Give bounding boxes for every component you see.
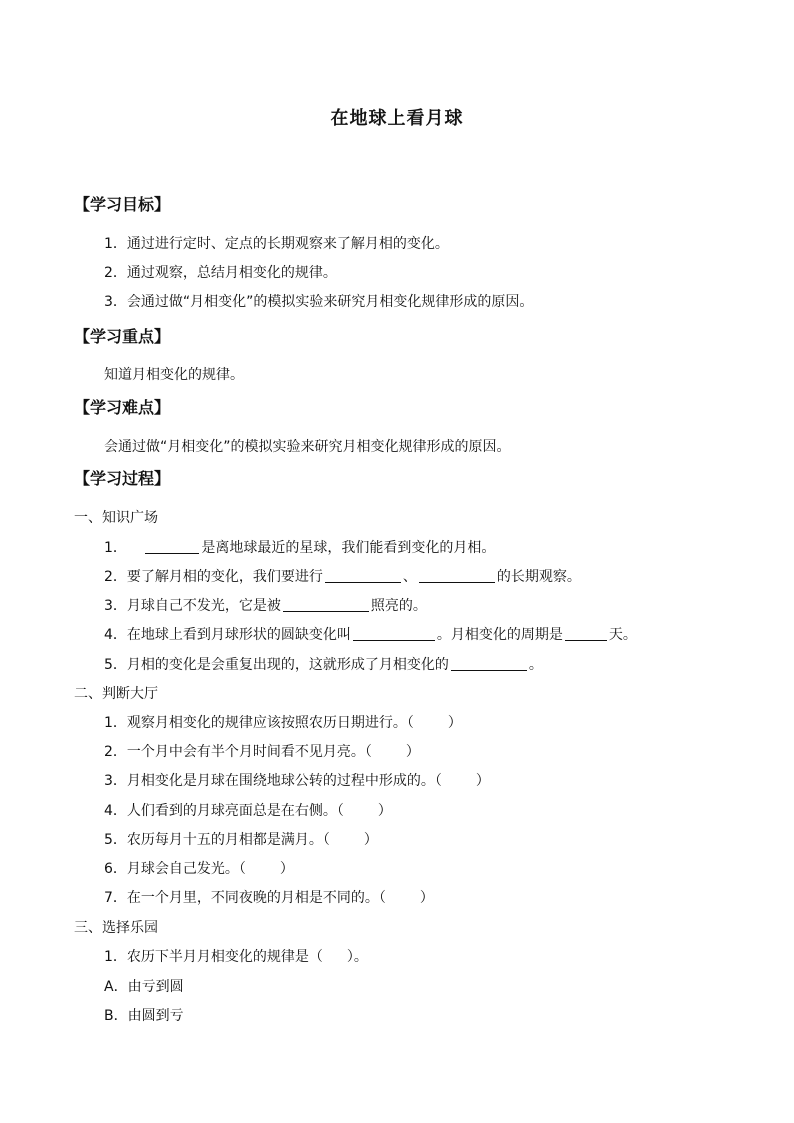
question-text: 2．一个月中会有半个月时间看不见月亮。	[104, 744, 365, 760]
part2-heading: 二、判断大厅	[74, 686, 158, 702]
answer-blank[interactable]	[451, 656, 527, 671]
question-text: 4．在地球上看到月球形状的圆缺变化叫	[104, 627, 351, 643]
judge-question-1: 1．观察月相变化的规律应该按照农历日期进行。（ ）	[104, 715, 462, 731]
question-text: 1．农历下半月月相变化的规律是	[104, 949, 309, 965]
fill-question-1	[104, 537, 495, 557]
part3-heading: 三、选择乐园	[74, 920, 158, 936]
goal-item: 3．会通过做“月相变化”的模拟实验来研究月相变化规律形成的原因。	[104, 294, 534, 310]
question-text: 照亮的。	[370, 598, 427, 614]
judge-question-4: 4．人们看到的月球亮面总是在右侧。（ ）	[104, 803, 392, 819]
answer-blank[interactable]	[353, 626, 435, 641]
choice-option-b[interactable]: B．由圆到亏	[104, 1008, 184, 1024]
part1-heading: 一、知识广场	[74, 510, 158, 526]
fill-question-4	[104, 624, 637, 644]
question-text: 是离地球最近的星球，我们能看到变化的月相。	[201, 540, 496, 556]
answer-blank[interactable]	[145, 539, 199, 554]
section-heading-key-points: 【学习重点】	[74, 327, 171, 346]
question-text: 天。	[608, 627, 637, 643]
question-text: 5．农历每月十五的月相都是满月。	[104, 832, 323, 848]
answer-blank[interactable]	[325, 568, 401, 583]
section-heading-difficulties: 【学习难点】	[74, 398, 171, 417]
question-text: 3．月相变化是月球在围绕地球公转的过程中形成的。	[104, 773, 435, 789]
goal-item: 1．通过进行定时、定点的长期观察来了解月相的变化。	[104, 236, 449, 252]
section-heading-process: 【学习过程】	[74, 469, 171, 488]
page-title: 在地球上看月球	[330, 108, 464, 129]
choice-question-1: 1．农历下半月月相变化的规律是（ ）。	[104, 949, 368, 965]
answer-blank[interactable]	[283, 597, 369, 612]
question-text: 。	[528, 657, 543, 673]
answer-blank[interactable]	[565, 626, 607, 641]
choice-option-a[interactable]: A．由亏到圆	[104, 979, 184, 995]
fill-question-3	[104, 595, 427, 615]
judge-question-7: 7．在一个月里，不同夜晚的月相是不同的。（ ）	[104, 890, 434, 906]
question-text: 。月相变化的周期是	[436, 627, 563, 643]
answer-blank[interactable]	[419, 568, 495, 583]
difficulty-text: 会通过做“月相变化”的模拟实验来研究月相变化规律形成的原因。	[104, 439, 511, 455]
judge-question-6: 6．月球会自己发光。（ ）	[104, 861, 294, 877]
question-text: 5．月相的变化是会重复出现的，这就形成了月相变化的	[104, 657, 449, 673]
question-text: 2．要了解月相的变化，我们要进行	[104, 569, 323, 585]
question-text: 1．观察月相变化的规律应该按照农历日期进行。	[104, 715, 407, 731]
judge-question-2: 2．一个月中会有半个月时间看不见月亮。（ ）	[104, 744, 420, 760]
question-text: 、	[402, 569, 417, 585]
judge-question-3: 3．月相变化是月球在围绕地球公转的过程中形成的。（ ）	[104, 773, 490, 789]
section-heading-goals: 【学习目标】	[74, 195, 171, 214]
goal-item: 2．通过观察，总结月相变化的规律。	[104, 265, 337, 281]
question-text: 6．月球会自己发光。	[104, 861, 239, 877]
question-text: 的长期观察。	[496, 569, 581, 585]
question-text: 7．在一个月里，不同夜晚的月相是不同的。	[104, 890, 379, 906]
key-point-text: 知道月相变化的规律。	[104, 367, 244, 383]
judge-question-5: 5．农历每月十五的月相都是满月。（ ）	[104, 832, 378, 848]
fill-question-5	[104, 654, 543, 674]
question-text: 3．月球自己不发光，它是被	[104, 598, 281, 614]
question-text: 4．人们看到的月球亮面总是在右侧。	[104, 803, 337, 819]
fill-question-2	[104, 566, 581, 586]
question-number: 1．	[104, 540, 127, 556]
